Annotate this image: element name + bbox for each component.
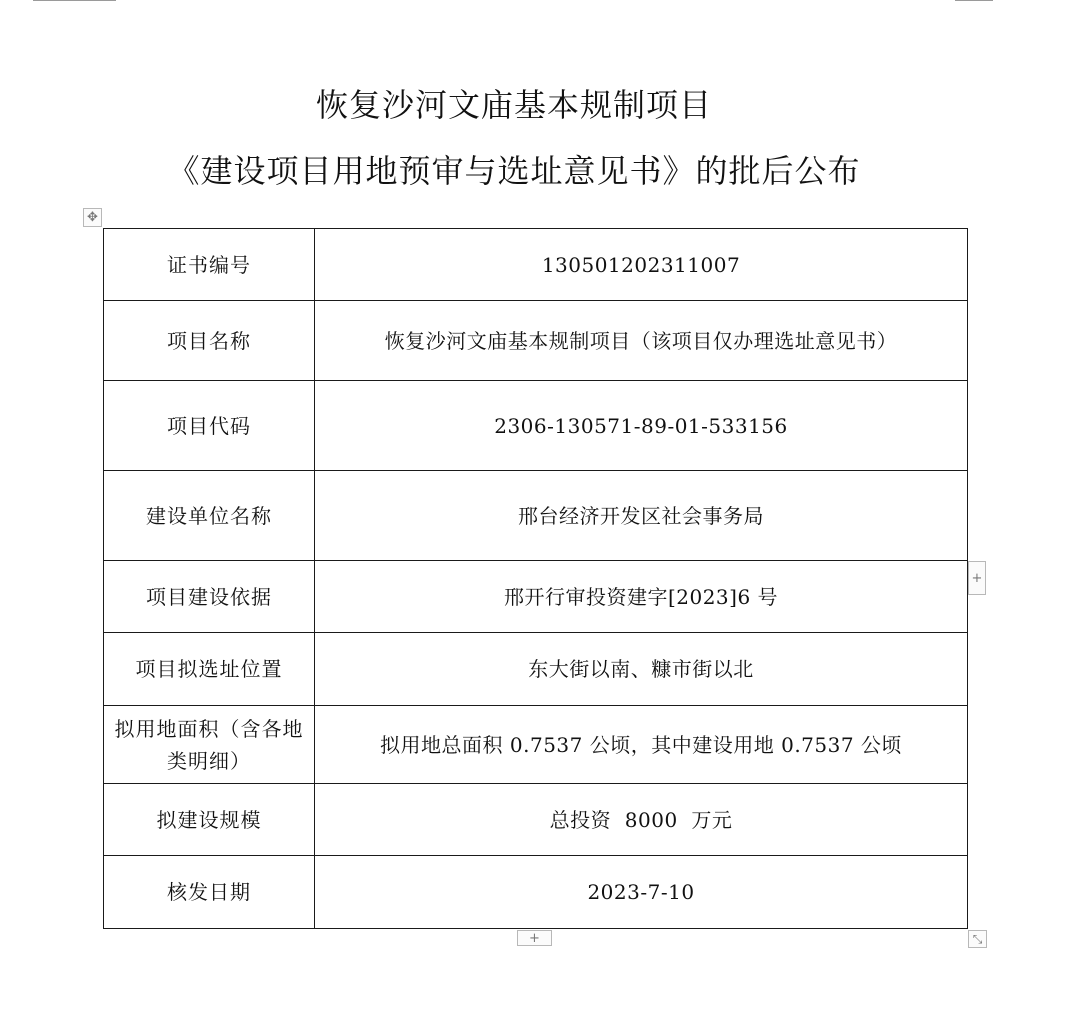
row-value: 2023-7-10	[315, 856, 968, 929]
page-corner-mark-right	[955, 0, 993, 1]
table-row	[104, 633, 968, 706]
table-move-handle[interactable]	[83, 208, 102, 227]
table-row	[104, 784, 968, 856]
row-label: 证书编号	[104, 229, 315, 301]
row-value: 拟用地总面积 0.7537 公顷，其中建设用地 0.7537 公顷	[315, 706, 968, 784]
row-value: 东大街以南、糠市街以北	[315, 633, 968, 706]
document-title: 恢复沙河文庙基本规制项目	[315, 86, 712, 124]
row-label: 项目代码	[104, 381, 315, 471]
row-value: 总投资 8000 万元	[315, 784, 968, 856]
row-value: 130501202311007	[315, 229, 968, 301]
page-corner-mark-left	[33, 0, 116, 1]
row-value: 2306-130571-89-01-533156	[315, 381, 968, 471]
table-row	[104, 856, 968, 929]
add-row-button[interactable]	[517, 930, 552, 946]
move-icon: ✥	[87, 210, 98, 225]
row-value: 邢开行审投资建字[2023]6 号	[315, 561, 968, 633]
table-row	[104, 471, 968, 561]
table-row	[104, 381, 968, 471]
row-label: 建设单位名称	[104, 471, 315, 561]
table-row	[104, 229, 968, 301]
table-resize-handle[interactable]	[968, 930, 987, 948]
row-label: 项目名称	[104, 301, 315, 381]
row-value: 恢复沙河文庙基本规制项目（该项目仅办理选址意见书）	[315, 301, 968, 381]
row-label: 核发日期	[104, 856, 315, 929]
plus-icon: +	[971, 570, 983, 586]
approval-info-table	[103, 228, 968, 929]
row-label: 拟建设规模	[104, 784, 315, 856]
document-subtitle: 《建设项目用地预审与选址意见书》的批后公布	[167, 152, 861, 190]
table-row	[104, 561, 968, 633]
table-row	[104, 301, 968, 381]
row-label: 拟用地面积（含各地类明细）	[104, 706, 315, 784]
row-label: 项目建设依据	[104, 561, 315, 633]
table-row	[104, 706, 968, 784]
resize-icon: ⤡	[972, 932, 983, 946]
add-column-button[interactable]	[968, 561, 986, 595]
row-value: 邢台经济开发区社会事务局	[315, 471, 968, 561]
row-label: 项目拟选址位置	[104, 633, 315, 706]
plus-icon: +	[529, 930, 540, 946]
